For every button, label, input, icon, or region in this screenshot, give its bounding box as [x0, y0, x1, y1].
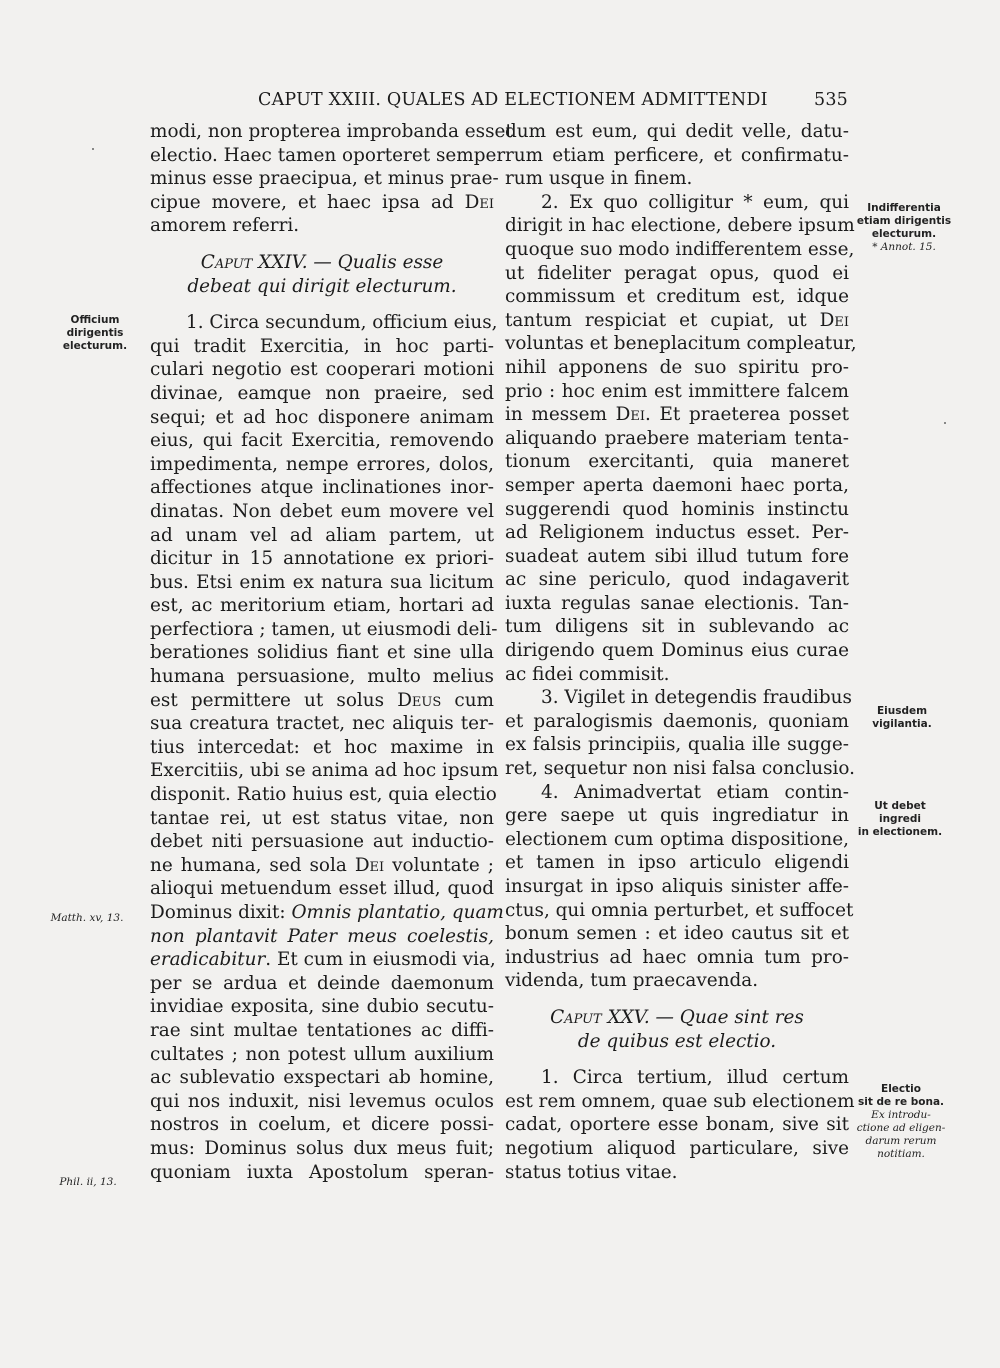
text-line: voluntas et beneplacitum compleatur, [505, 333, 857, 355]
text-line: affectiones atque inclinationes inor- [150, 477, 494, 499]
text-line: tionum exercitanti, quia maneret [505, 451, 849, 473]
text-line: perfectiora ; tamen, ut eiusmodi deli- [150, 618, 498, 640]
text-line: dinatas. Non debet eum movere vel [150, 500, 494, 522]
text-line: tantum respiciat et cupiat, ut Dei [505, 309, 849, 331]
page-number: 535 [813, 90, 848, 110]
text-line: ret, sequetur non nisi falsa conclusio. [505, 758, 856, 780]
text-line: invidiae exposita, sine dubio secutu- [150, 996, 494, 1018]
text-line: et tamen in ipso articulo eligendi [505, 852, 849, 874]
text-line: ad unam vel ad aliam partem, ut [150, 524, 494, 546]
margin-note-ut-debet: Ut debet ingredi in electionem. [857, 800, 943, 838]
scan-speck [92, 148, 94, 150]
text-line: 3. Vigilet in detegendis fraudibus [541, 687, 852, 709]
text-line: status totius vitae. [505, 1161, 678, 1183]
text-line: dirigendo quem Dominus eius curae [505, 640, 849, 662]
text-line: rum etiam perficere, et confirmatu- [505, 144, 849, 166]
text-line: insurgat in ipso aliquis sinister affe- [505, 876, 849, 897]
text-line: 1. Circa tertium, illud certum [541, 1067, 849, 1089]
text-line: ad Religionem inductus esset. Per- [505, 522, 849, 544]
text-line: ac fidei commisit. [505, 663, 670, 685]
section-heading-line2: de quibus est electio. [577, 1030, 777, 1052]
text-line: disponit. Ratio huius est, quia electio [150, 784, 497, 806]
text-line: sua creatura tractet, nec aliquis ter- [150, 713, 494, 735]
text-line: debet niti persuasione aut inductio- [150, 831, 494, 853]
text-line: mus: Dominus solus dux meus fuit; [150, 1137, 494, 1159]
text-line: cadat, oportere esse bonam, sive sit [505, 1114, 849, 1136]
margin-note-matth: Matth. xv, 13. [50, 912, 124, 924]
text-line: nihil apponens de suo spiritu pro- [505, 356, 849, 378]
running-head [258, 90, 848, 110]
text-line: iuxta regulas sanae electionis. Tan- [505, 592, 849, 614]
text-line: cipue movere, et haec ipsa ad Dei [150, 191, 494, 213]
text-line: tum diligens sit in sublevando ac [505, 616, 849, 638]
text-line: ut fideliter peragat opus, quod ei [505, 262, 849, 284]
text-line: ac sine periculo, quod indagaverit [505, 569, 849, 591]
text-line: est, ac meritorium etiam, hortari ad [150, 595, 494, 617]
text-line: suadeat autem sibi illud tutum fore [505, 545, 849, 567]
margin-note-electio: Electio sit de re bona. Ex introdu- ctione ad eligen- darum rerum notitiam. [856, 1083, 946, 1160]
text-line: quoniam iuxta Apostolum speran- [150, 1161, 494, 1183]
text-line: sequi; et ad hoc disponere animam [150, 406, 494, 428]
left-column [150, 120, 513, 1184]
text-line: tius intercedat: et hoc maxime in [150, 736, 494, 758]
margin-note-indifferentia: Indifferentia etiam dirigentis electurum. * Annot. 15. [856, 202, 952, 253]
text-line: alioqui metuendum esset illud, quod [150, 878, 494, 900]
text-line: nostros in coelum, et dicere possi- [150, 1114, 494, 1136]
text-line: commissum et creditum est, idque [505, 286, 849, 308]
text-line: est rem omnem, quae sub electionem [505, 1090, 855, 1112]
text-line: berationes solidius fiant et sine ulla [150, 642, 494, 664]
text-line: humana persuasione, multo melius [150, 666, 494, 688]
text-line: per se ardua et deinde daemonum [150, 972, 494, 994]
text-line: impedimenta, nempe errores, dolos, [150, 453, 494, 475]
margin-note-phil: Phil. ii, 13. [59, 1176, 117, 1188]
text-line: suggerendi quod hominis instinctu [505, 498, 849, 520]
text-line: bus. Etsi enim ex natura sua licitum [150, 571, 494, 593]
margin-note-eiusdem: Eiusdem vigilantia. [872, 705, 932, 730]
text-line: aliquando praebere materiam tenta- [505, 427, 849, 449]
section-heading-line2: debeat qui dirigit electurum. [187, 275, 457, 297]
text-line: quoque suo modo indifferentem esse, [505, 238, 855, 260]
text-line: rae sint multae tentationes ac diffi- [150, 1019, 494, 1041]
text-line: gere saepe ut quis ingrediatur in [505, 805, 849, 827]
text-line: semper aperta daemoni haec porta, [505, 474, 849, 496]
text-line: dirigit in hac electione, debere ipsum [505, 215, 855, 237]
text-line: electio. Haec tamen oporteret semper [150, 144, 506, 166]
text-line: eius, qui facit Exercitia, removendo [150, 430, 494, 452]
text-line: qui nos induxit, nisi levemus oculos [150, 1090, 494, 1112]
margin-note-officium: Officium dirigentis electurum. [62, 314, 128, 352]
text-line: eradicabitur. Et cum in eiusmodi via, [150, 949, 496, 971]
text-line: cultates ; non potest ullum auxilium [150, 1043, 494, 1065]
right-column [505, 120, 857, 1184]
text-line: Exercitiis, ubi se anima ad hoc ipsum [150, 760, 499, 782]
text-line: modi, non propterea improbanda esset [150, 121, 513, 142]
text-line: dicitur in 15 annotatione ex priori- [150, 548, 494, 570]
running-head-title: CAPUT XXIII. QUALES AD ELECTIONEM ADMITTENDI [258, 90, 768, 110]
text-line: amorem referri. [150, 215, 300, 237]
text-line: tantae rei, ut est status vitae, non [150, 807, 494, 829]
scan-speck [944, 422, 946, 424]
text-line: ctus, qui omnia perturbet, et suffocet [505, 899, 854, 921]
text-line: non plantavit Pater meus coelestis, [150, 925, 494, 947]
text-line: 2. Ex quo colligitur * eum, qui [541, 191, 849, 213]
text-line: ac sublevatio exspectari ab homine, [150, 1067, 494, 1089]
text-line: 1. Circa secundum, officium eius, [186, 312, 498, 334]
section-heading: Caput XXV. — Quae sint res [550, 1006, 804, 1028]
text-line: est permittere ut solus Deus cum [150, 689, 494, 711]
text-line: 4. Animadvertat etiam contin- [541, 781, 849, 803]
text-line: bonum semen : et ideo cautus sit et [505, 923, 849, 945]
text-line: Dominus dixit: Omnis plantatio, quam [150, 902, 504, 923]
text-line: divinae, eamque non praeire, sed [150, 382, 494, 404]
text-line: ex falsis principiis, qualia ille sugge- [505, 734, 849, 756]
text-line: qui tradit Exercitia, in hoc parti- [150, 335, 494, 357]
text-line: rum usque in finem. [505, 168, 693, 190]
text-line: in messem Dei. Et praeterea posset [505, 404, 849, 426]
text-line: et paralogismis daemonis, quoniam [505, 710, 849, 732]
text-line: prio : hoc enim est immittere falcem [505, 380, 849, 402]
text-line: minus esse praecipua, et minus prae- [150, 168, 499, 190]
text-line: ne humana, sed sola Dei voluntate ; [150, 854, 494, 876]
text-line: negotium aliquod particulare, sive [505, 1137, 849, 1159]
text-line: culari negotio est cooperari motioni [150, 359, 494, 381]
text-line: videnda, tum praecavenda. [505, 970, 759, 992]
text-line: dum est eum, qui dedit velle, datu- [505, 121, 849, 142]
text-line: electionem cum optima dispositione, [505, 828, 849, 850]
text-line: industrius ad haec omnia tum pro- [505, 946, 849, 968]
section-heading: Caput XXIV. — Qualis esse [200, 251, 444, 273]
